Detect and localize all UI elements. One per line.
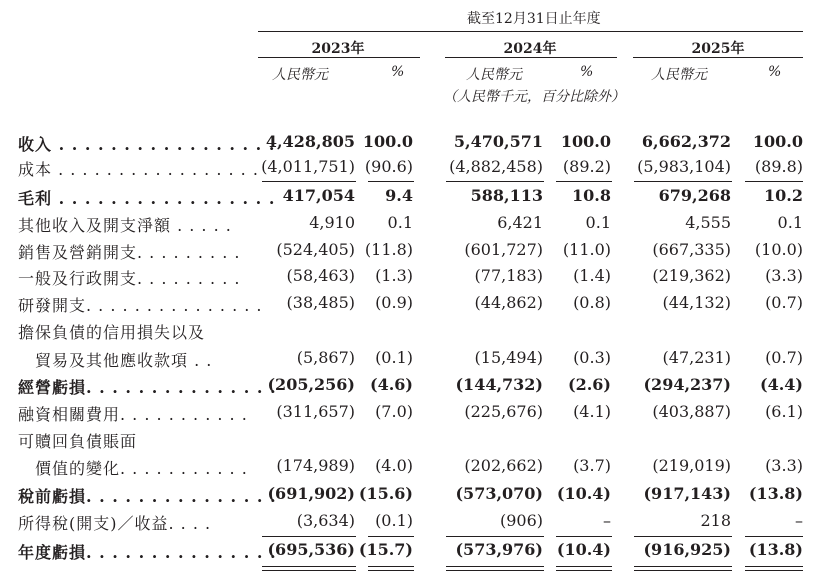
cell-value: (916,925) bbox=[643, 540, 731, 559]
cell-value: (44,862) bbox=[474, 293, 543, 312]
year-2025-header: 2025年 bbox=[691, 41, 745, 57]
year-2025-rule bbox=[633, 57, 803, 58]
year-2024-header: 2024年 bbox=[503, 41, 557, 57]
subtotal-rule bbox=[368, 181, 414, 182]
subtotal-rule bbox=[556, 181, 612, 182]
row-label: 一般及行政開支. . . . . . . . . bbox=[18, 269, 241, 288]
cell-value: (44,132) bbox=[662, 293, 731, 312]
cell-value: 4,428,805 bbox=[265, 132, 355, 151]
cell-value: – bbox=[795, 511, 803, 530]
unit-note: （人民幣千元，百分比除外） bbox=[443, 89, 625, 105]
cell-value: (691,902) bbox=[267, 484, 355, 503]
subtotal-rule bbox=[368, 536, 414, 537]
total-rule bbox=[368, 566, 414, 567]
cell-value: (47,231) bbox=[662, 348, 731, 367]
cell-value: (311,657) bbox=[276, 402, 355, 421]
cell-value: (0.1) bbox=[375, 348, 413, 367]
cell-value: (667,335) bbox=[652, 240, 731, 259]
cell-value: (573,976) bbox=[455, 540, 543, 559]
cell-value: 218 bbox=[700, 511, 731, 530]
row-label: 年度虧損. . . . . . . . . . . . . . . bbox=[18, 543, 277, 562]
total-rule bbox=[368, 570, 414, 571]
row-label: 稅前虧損. . . . . . . . . . . . . . . bbox=[18, 487, 277, 506]
subtotal-rule bbox=[262, 181, 356, 182]
total-rule bbox=[745, 570, 803, 571]
cell-value: (0.7) bbox=[765, 348, 803, 367]
subtotal-rule bbox=[262, 536, 356, 537]
cell-value: (2.6) bbox=[568, 375, 611, 394]
cell-value: (4,011,751) bbox=[261, 157, 355, 176]
cell-value: (13.8) bbox=[748, 540, 803, 559]
cell-value: (4.0) bbox=[375, 456, 413, 475]
cell-value: (1.3) bbox=[375, 266, 413, 285]
cell-value: (90.6) bbox=[364, 157, 413, 176]
cell-value: (4.4) bbox=[760, 375, 803, 394]
cell-value: (58,463) bbox=[286, 266, 355, 285]
year-2023-header: 2023年 bbox=[311, 41, 365, 57]
cell-value: (15.7) bbox=[358, 540, 413, 559]
cell-value: 10.8 bbox=[572, 186, 611, 205]
period-rule bbox=[258, 31, 803, 32]
cell-value: (5,867) bbox=[296, 348, 355, 367]
cell-value: (4.1) bbox=[573, 402, 611, 421]
cell-value: (573,070) bbox=[455, 484, 543, 503]
cell-value: 5,470,571 bbox=[453, 132, 543, 151]
cell-value: (89.2) bbox=[562, 157, 611, 176]
total-rule bbox=[745, 566, 803, 567]
cell-value: (0.1) bbox=[375, 511, 413, 530]
cell-value: (13.8) bbox=[748, 484, 803, 503]
year-2024-rule bbox=[445, 57, 617, 58]
cell-value: (294,237) bbox=[643, 375, 731, 394]
subtotal-rule bbox=[446, 536, 544, 537]
cell-value: (906) bbox=[499, 511, 543, 530]
cell-value: (0.7) bbox=[765, 293, 803, 312]
cell-value: (77,183) bbox=[474, 266, 543, 285]
cell-value: (10.0) bbox=[754, 240, 803, 259]
row-label: 價值的變化. . . . . . . . . . . bbox=[18, 459, 248, 478]
row-label: 可贖回負債賬面 bbox=[18, 432, 138, 451]
cell-value: 6,421 bbox=[497, 213, 543, 232]
cell-value: 417,054 bbox=[282, 186, 355, 205]
cell-value: (219,019) bbox=[652, 456, 731, 475]
row-label: 成本 . . . . . . . . . . . . . . . . . bbox=[18, 160, 259, 179]
cell-value: (3.3) bbox=[765, 456, 803, 475]
cell-value: (3.7) bbox=[573, 456, 611, 475]
cell-value: (144,732) bbox=[455, 375, 543, 394]
currency-label-2025: 人民幣元 bbox=[651, 67, 707, 83]
subtotal-rule bbox=[745, 181, 803, 182]
cell-value: (11.0) bbox=[562, 240, 611, 259]
cell-value: 0.1 bbox=[585, 213, 611, 232]
cell-value: – bbox=[603, 511, 611, 530]
row-label: 毛利 . . . . . . . . . . . . . . . . . bbox=[18, 189, 276, 208]
row-label: 經營虧損. . . . . . . . . . . . . . . bbox=[18, 378, 277, 397]
cell-value: (202,662) bbox=[464, 456, 543, 475]
total-rule bbox=[556, 566, 612, 567]
percent-label-2024: % bbox=[580, 64, 594, 80]
total-rule bbox=[634, 566, 732, 567]
cell-value: (7.0) bbox=[375, 402, 413, 421]
cell-value: (403,887) bbox=[652, 402, 731, 421]
total-rule bbox=[262, 570, 356, 571]
cell-value: (10.4) bbox=[556, 540, 611, 559]
cell-value: (4,882,458) bbox=[449, 157, 543, 176]
cell-value: 100.0 bbox=[560, 132, 611, 151]
percent-label-2025: % bbox=[768, 64, 782, 80]
year-2023-rule bbox=[258, 57, 420, 58]
cell-value: 9.4 bbox=[385, 186, 413, 205]
subtotal-rule bbox=[556, 536, 612, 537]
cell-value: (15,494) bbox=[474, 348, 543, 367]
total-rule bbox=[634, 570, 732, 571]
subtotal-rule bbox=[634, 536, 732, 537]
cell-value: (89.8) bbox=[754, 157, 803, 176]
subtotal-rule bbox=[446, 181, 544, 182]
cell-value: (3.3) bbox=[765, 266, 803, 285]
currency-label-2024: 人民幣元 bbox=[466, 67, 522, 83]
cell-value: (1.4) bbox=[573, 266, 611, 285]
cell-value: (10.4) bbox=[556, 484, 611, 503]
cell-value: (6.1) bbox=[765, 402, 803, 421]
row-label: 貿易及其他應收款項 . . bbox=[18, 351, 213, 370]
cell-value: 6,662,372 bbox=[641, 132, 731, 151]
cell-value: (917,143) bbox=[643, 484, 731, 503]
cell-value: (205,256) bbox=[267, 375, 355, 394]
cell-value: (219,362) bbox=[652, 266, 731, 285]
cell-value: (695,536) bbox=[267, 540, 355, 559]
row-label: 其他收入及開支淨額 . . . . . bbox=[18, 216, 232, 235]
cell-value: (174,989) bbox=[276, 456, 355, 475]
cell-value: (3,634) bbox=[296, 511, 355, 530]
cell-value: (11.8) bbox=[364, 240, 413, 259]
cell-value: (4.6) bbox=[370, 375, 413, 394]
cell-value: 100.0 bbox=[752, 132, 803, 151]
cell-value: 0.1 bbox=[777, 213, 803, 232]
cell-value: 679,268 bbox=[658, 186, 731, 205]
period-heading: 截至12月31日止年度 bbox=[467, 11, 601, 27]
total-rule bbox=[446, 566, 544, 567]
subtotal-rule bbox=[634, 181, 732, 182]
subtotal-rule bbox=[745, 536, 803, 537]
cell-value: (524,405) bbox=[276, 240, 355, 259]
currency-label-2023: 人民幣元 bbox=[272, 67, 328, 83]
percent-label-2023: % bbox=[391, 64, 405, 80]
total-rule bbox=[556, 570, 612, 571]
cell-value: (225,676) bbox=[464, 402, 543, 421]
cell-value: 4,555 bbox=[685, 213, 731, 232]
total-rule bbox=[446, 570, 544, 571]
row-label: 研發開支. . . . . . . . . . . . . . . bbox=[18, 296, 263, 315]
row-label: 收入 . . . . . . . . . . . . . . . . . bbox=[18, 135, 276, 154]
row-label: 融資相關費用. . . . . . . . . . . bbox=[18, 405, 248, 424]
cell-value: (601,727) bbox=[464, 240, 543, 259]
row-label: 擔保負債的信用損失以及 bbox=[18, 323, 206, 342]
cell-value: (15.6) bbox=[358, 484, 413, 503]
total-rule bbox=[262, 566, 356, 567]
cell-value: (5,983,104) bbox=[637, 157, 731, 176]
cell-value: 100.0 bbox=[362, 132, 413, 151]
cell-value: 10.2 bbox=[764, 186, 803, 205]
cell-value: (38,485) bbox=[286, 293, 355, 312]
row-label: 所得稅(開支)／收益. . . . bbox=[18, 514, 212, 533]
cell-value: 0.1 bbox=[387, 213, 413, 232]
cell-value: 588,113 bbox=[470, 186, 543, 205]
cell-value: (0.9) bbox=[375, 293, 413, 312]
row-label: 銷售及營銷開支. . . . . . . . . bbox=[18, 243, 241, 262]
cell-value: (0.8) bbox=[573, 293, 611, 312]
cell-value: (0.3) bbox=[573, 348, 611, 367]
cell-value: 4,910 bbox=[309, 213, 355, 232]
